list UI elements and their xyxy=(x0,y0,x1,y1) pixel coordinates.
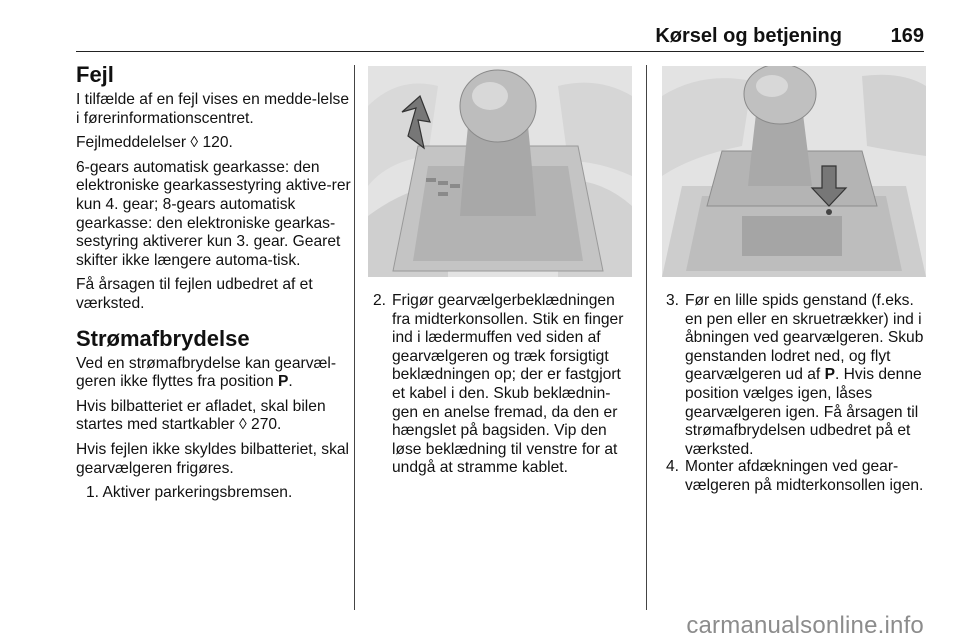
paragraph-fault-ref: Fejlmeddelelser ◊ 120. xyxy=(76,134,233,152)
column-divider-left xyxy=(354,65,355,610)
page-number: 169 xyxy=(890,25,924,47)
watermark: carmanualsonline.info xyxy=(686,612,924,639)
paragraph-workshop: Få årsagen til fejlen udbedret af et værksted. xyxy=(76,276,313,312)
paragraph-fault-message: I tilfælde af en fejl vises en medde-lelse i førerinformationscentret. xyxy=(76,91,350,127)
list-item-3: 3. Før en lille spids genstand (f.eks. en pen eller en skruetrækker) ind i åbningen ved gearvælgeren. Skub genstanden lodret ned, og flyt gearvælgeren ud af P. Hvis denne position vælges igen, låses gearvælgeren igen. Få årsagen til strømafbrydelsen udbedret på et værksted. xyxy=(666,292,924,458)
page-ref-icon: ◊ xyxy=(238,416,247,434)
column-divider-right xyxy=(646,65,647,610)
heading-stromafbrydelse: Strømafbrydelse xyxy=(76,325,250,351)
paragraph-jump-start: Hvis bilbatteriet er afladet, skal bilen startes med startkabler ◊ 270. xyxy=(76,397,326,434)
list-item-4: 4. Monter afdækningen ved gear-vælgeren på midterkonsollen igen. xyxy=(666,458,924,494)
heading-fejl: Fejl xyxy=(76,62,114,87)
list-item-1: 1. Aktiver parkeringsbremsen. xyxy=(86,484,293,502)
page-header xyxy=(76,24,924,52)
list-item-2: 2. Frigør gearvælgerbeklædningen fra midterkonsollen. Stik en finger ind i lædermuffen ved siden af gearvælgeren og træk forsigtigt beklædningen op; der er fastgjort et kabel i den. Skub beklædnin-gen en anelse fremad, da den er hængslet på bagsiden. Vip den løse beklædning til venstre for at undgå at stramme kablet. xyxy=(373,292,624,477)
paragraph-power-failure: Ved en strømafbrydelse kan gearvæl-geren ikke flyttes fra position P. xyxy=(76,354,337,391)
illustration-gear-lever-cover xyxy=(368,66,632,277)
page-ref-icon: ◊ xyxy=(190,134,199,152)
paragraph-gearbox: 6-gears automatisk gearkasse: den elektroniske gearkassestyring aktive-rer kun 4. gear; 8-gears automatisk gearkasse: den elektroniske gearkas-sestyring aktiverer kun 3. gear. Gearet skifter ikke længere automa-tisk. xyxy=(76,158,351,269)
column-left xyxy=(76,62,354,509)
page-header-title: Kørsel og betjening xyxy=(655,25,842,47)
illustration-release-slot xyxy=(662,66,926,277)
paragraph-release-lever: Hvis fejlen ikke skyldes bilbatteriet, skal gearvælgeren frigøres. xyxy=(76,440,349,477)
